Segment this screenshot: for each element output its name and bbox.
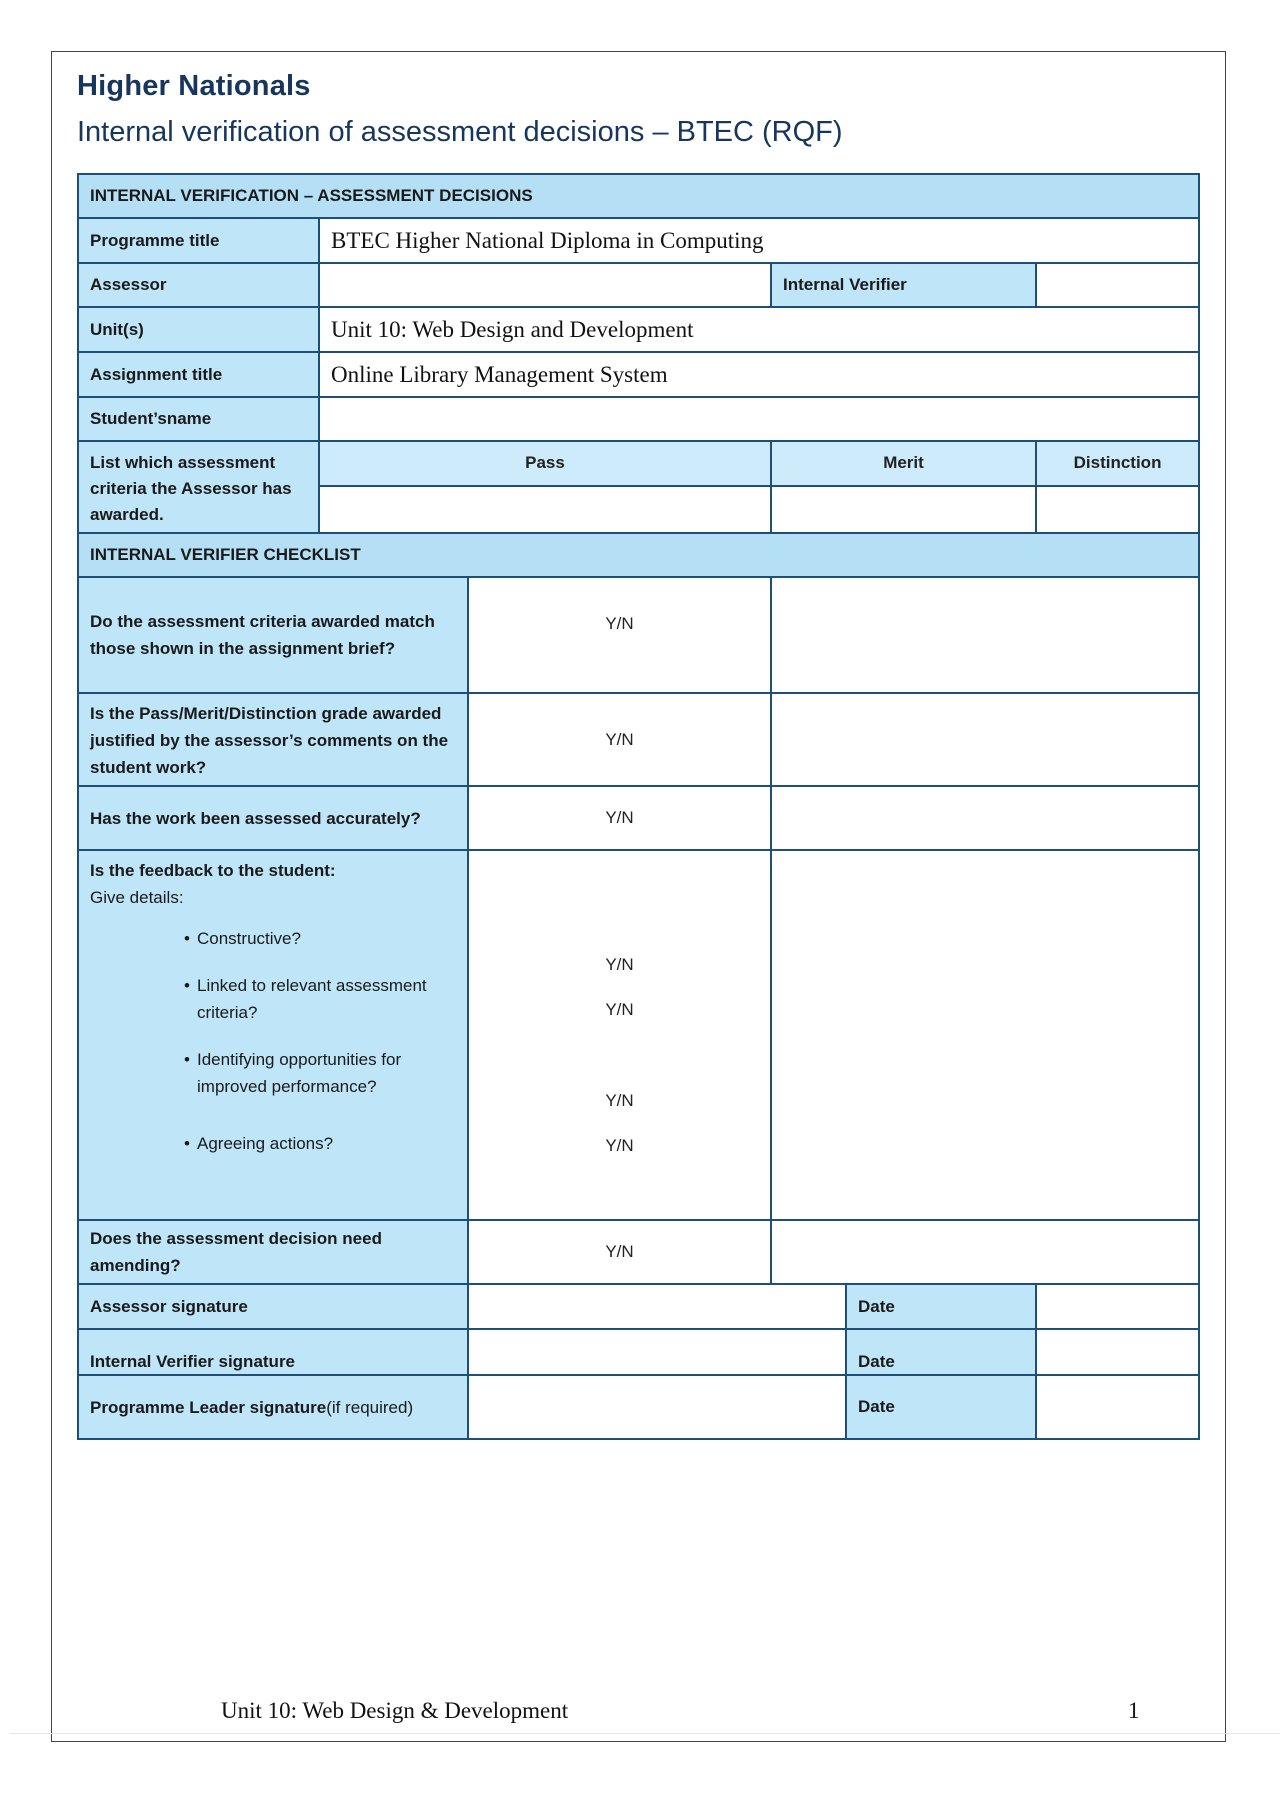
feedback-question-title: Is the feedback to the student: [90,861,336,880]
pass-criteria-field[interactable] [319,486,771,533]
pl-date-label: Date [846,1375,1036,1439]
iv-date-label: Date [846,1329,1036,1375]
section-header-verifier-checklist: INTERNAL VERIFIER CHECKLIST [78,533,1199,577]
yn-decision-amending[interactable]: Y/N [468,1220,771,1284]
yn-assessed-accurately[interactable]: Y/N [468,786,771,850]
checklist-question-criteria-match: Do the assessment criteria awarded match those shown in the assignment brief? [78,577,468,693]
pl-signature-field[interactable] [468,1375,846,1439]
footer-page-number: 1 [1128,1698,1140,1723]
feedback-give-details: Give details: [90,888,184,907]
feedback-item-linked-criteria: • Linked to relevant assessment criteria? [185,972,456,1026]
assessor-signature-label: Assessor signature [78,1284,468,1329]
pl-signature-note: (if required) [326,1397,414,1417]
footer-rule [10,1733,1280,1734]
checklist-question-feedback [78,850,468,1220]
comment-feedback[interactable] [771,850,1199,1220]
comment-assessed-accurately[interactable] [771,786,1199,850]
checklist-question-assessed-accurately: Has the work been assessed accurately? [78,786,468,850]
feedback-item-agreeing-actions: • Agreeing actions? [185,1130,456,1157]
assessor-field[interactable] [319,263,771,307]
comment-grade-justified[interactable] [771,693,1199,786]
programme-title-field[interactable]: BTEC Higher National Diploma in Computing [319,218,1199,263]
iv-signature-label: Internal Verifier signature [78,1329,468,1375]
assessor-date-field[interactable] [1036,1284,1199,1329]
footer-unit-title: Unit 10: Web Design & Development [221,1698,569,1723]
yn-agreeing-actions[interactable]: Y/N [605,1136,634,1155]
checklist-question-decision-amending: Does the assessment decision need amending? [78,1220,468,1284]
merit-column-header: Merit [771,441,1036,486]
section-header-assessment-decisions: INTERNAL VERIFICATION – ASSESSMENT DECISIONS [78,174,1199,218]
distinction-criteria-field[interactable] [1036,486,1199,533]
pl-date-field[interactable] [1036,1375,1199,1439]
page-subtitle: Internal verification of assessment decisions – BTEC (RQF) [77,116,843,148]
assessor-label: Assessor [78,263,319,307]
iv-date-field[interactable] [1036,1329,1199,1375]
student-name-field[interactable] [319,397,1199,441]
assessor-date-label: Date [846,1284,1036,1329]
feedback-item-constructive: • Constructive? [185,925,456,952]
feedback-item-opportunities: • Identifying opportunities for improved performance? [185,1046,456,1100]
pl-signature-label: Programme Leader signature [90,1397,327,1417]
yn-linked-criteria[interactable]: Y/N [605,1000,634,1019]
comment-decision-amending[interactable] [771,1220,1199,1284]
yn-constructive[interactable]: Y/N [605,955,634,974]
internal-verifier-field[interactable] [1036,263,1199,307]
page-title: Higher Nationals [77,70,311,102]
iv-signature-field[interactable] [468,1329,846,1375]
yn-feedback-column [468,850,771,1220]
assignment-title-field[interactable]: Online Library Management System [319,352,1199,397]
programme-title-label: Programme title [78,218,319,263]
units-field[interactable]: Unit 10: Web Design and Development [319,307,1199,352]
assessor-signature-field[interactable] [468,1284,846,1329]
verification-form-table [77,173,1200,1440]
comment-criteria-match[interactable] [771,577,1199,693]
criteria-awarded-label: List which assessment criteria the Assessor has awarded. [78,441,319,533]
yn-grade-justified[interactable]: Y/N [468,693,771,786]
assignment-title-label: Assignment title [78,352,319,397]
units-label: Unit(s) [78,307,319,352]
distinction-column-header: Distinction [1036,441,1199,486]
yn-criteria-match[interactable]: Y/N [468,577,771,693]
internal-verifier-label: Internal Verifier [771,263,1036,307]
checklist-question-grade-justified: Is the Pass/Merit/Distinction grade awarded justified by the assessor’s comments on the student work? [78,693,468,786]
merit-criteria-field[interactable] [771,486,1036,533]
yn-opportunities[interactable]: Y/N [605,1091,634,1110]
pl-signature-label-cell [78,1375,468,1439]
student-name-label: Student’sname [78,397,319,441]
pass-column-header: Pass [319,441,771,486]
feedback-criteria-list [90,925,456,1157]
